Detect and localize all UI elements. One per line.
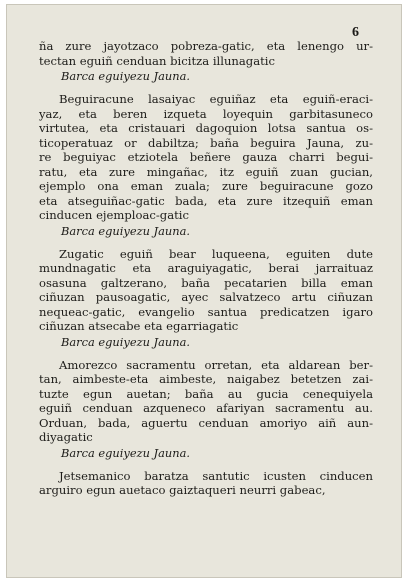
paragraph (39, 39, 373, 68)
refrain-line: Barca eguiyezu Jauna. (61, 223, 190, 238)
text-line: ciñuzan pausoagatic, ayec salvatzeco artu ciñuzan (39, 290, 373, 304)
text-line: Beguiracune lasaiyac eguiñaz eta eguiñ-eraci- (59, 92, 373, 106)
text-line: mundnagatic eta araguiyagatic, berai jarraituaz (39, 261, 373, 275)
paragraph (39, 92, 373, 223)
paragraph (39, 247, 373, 334)
text-line: ticoperatuaz or dabiltza; baña beguira Jauna, zu- (39, 135, 373, 150)
paragraph (39, 358, 373, 445)
text-line: Amorezco sacramentu orretan, eta aldarean ber- (59, 357, 373, 372)
refrain-line: Barca eguiyezu Jauna. (61, 334, 190, 349)
text-line: eguiñ cenduan azqueneco afariyan sacramentu au. (39, 401, 373, 415)
text-line: tectan eguiñ cenduan bicitza illunagatic (39, 53, 275, 68)
refrain-line: Barca eguiyezu Jauna. (61, 69, 190, 83)
text-line: diyagatic (39, 430, 93, 444)
text-line: arguiro egun auetaco gaiztaqueri neurri gabeac, (39, 483, 326, 497)
refrain-line: Barca eguiyezu Jauna. (61, 445, 190, 460)
text-line: ciñuzan atsecabe eta egarriagatic (39, 319, 239, 333)
text-line: osasuna galtzerano, baña pecatarien billa eman (39, 275, 373, 290)
book-page (6, 4, 402, 578)
page-text (39, 39, 373, 498)
text-line: ejemplo ona eman zuala; zure beguiracune gozo (39, 179, 373, 193)
text-line: cinducen ejemploac-gatic (39, 208, 189, 222)
text-line: Jetsemanico baratza santutic icusten cinducen (59, 468, 373, 483)
text-line: nequeac-gatic, evangelio santua predicatzen igaro (39, 304, 373, 319)
text-line: ña zure jayotzaco pobreza-gatic, eta lenengo ur- (39, 39, 373, 53)
page-number: 6 (352, 25, 359, 40)
paragraph (39, 469, 373, 498)
text-line: tuzte egun auetan; baña au gucia cenequiyela (39, 386, 373, 401)
text-line: re beguiyac etziotela beñere gauza charri begui- (39, 150, 373, 164)
text-line: yaz, eta beren izqueta loyequin garbitasuneco (39, 106, 373, 121)
text-line: Zugatic eguiñ bear luqueena, eguiten dute (59, 246, 373, 261)
text-line: ratu, eta zure mingañac, itz eguiñ zuan gucian, (39, 164, 373, 179)
text-line: eta atseguiñac-gatic bada, eta zure itzequiñ eman (39, 193, 373, 208)
text-line: virtutea, eta cristauari dagoquion lotsa santua os- (39, 121, 373, 135)
text-line: tan, aimbeste-eta aimbeste, naigabez betetzen zai- (39, 372, 373, 386)
text-line: Orduan, bada, aguertu cenduan amoriyo aiñ aun- (39, 415, 373, 430)
